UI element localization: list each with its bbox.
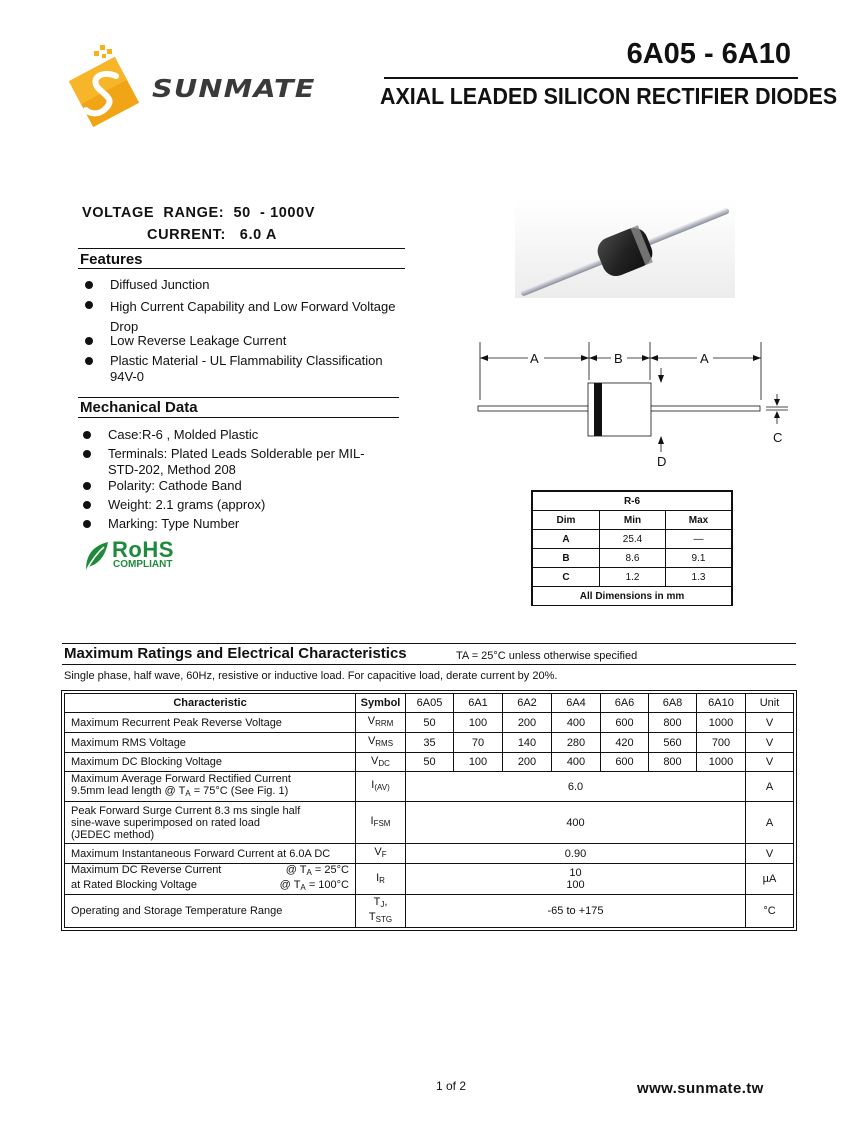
table-row: Maximum DC Reverse Current @ $T_A = 25^\circ C$ at Rated Blocking Voltage @ $T_A = 100^\circ C$ $I_R$ 10 100 µA bbox=[65, 864, 794, 895]
bullet-icon bbox=[85, 357, 93, 365]
table-row: Maximum Recurrent Peak Reverse Voltage $V_{RRM}$ 50 100 200 400 600 800 1000 V bbox=[65, 713, 794, 733]
logo-mark-icon bbox=[64, 44, 144, 128]
list-item: Low Reverse Leakage Current bbox=[110, 333, 400, 353]
list-item: Terminals: Plated Leads Solderable per MIL-STD-202, Method 208 bbox=[108, 446, 378, 478]
table-row: A 25.4 — bbox=[533, 530, 732, 549]
features-list bbox=[110, 277, 400, 387]
table-row: Maximum DC Blocking Voltage $V_{DC}$ 50 100 200 400 600 800 1000 V bbox=[65, 753, 794, 772]
table-row: Operating and Storage Temperature Range $T_J$, $T_{STG}$ -65 to +175 °C bbox=[65, 895, 794, 928]
rohs-badge bbox=[84, 538, 184, 574]
logo-wordmark: SUNMATE bbox=[152, 74, 316, 103]
section-divider bbox=[78, 417, 399, 418]
table-row: Maximum Average Forward Rectified Current 9.5mm lead length @ $T_A = 75^\circ C$ (See Fig. 1) $I_{(AV)}$ 6.0 A bbox=[65, 772, 794, 802]
table-row: Maximum Instantaneous Forward Current at 6.0A DC $V_F$ 0.90 V bbox=[65, 844, 794, 864]
bullet-icon bbox=[85, 301, 93, 309]
section-divider bbox=[78, 268, 405, 269]
column-header: Min bbox=[600, 511, 666, 530]
bullet-icon bbox=[83, 482, 91, 490]
table-row: Maximum RMS Voltage $V_{RMS}$ 35 70 140 280 420 560 700 V bbox=[65, 733, 794, 753]
rohs-compliant-label: COMPLIANT bbox=[113, 559, 173, 570]
bullet-icon bbox=[83, 501, 91, 509]
part-number-title: 6A05 - 6A10 bbox=[626, 38, 791, 70]
bullet-icon bbox=[85, 281, 93, 289]
column-header: Max bbox=[666, 511, 732, 530]
dimension-drawing bbox=[470, 338, 800, 470]
list-item: Diffused Junction bbox=[110, 277, 400, 297]
bullet-icon bbox=[83, 431, 91, 439]
table-header-row: Characteristic Symbol 6A05 6A1 6A2 6A4 6A6 6A8 6A10 Unit bbox=[65, 694, 794, 713]
dim-label-a: A bbox=[530, 351, 539, 366]
package-name: R-6 bbox=[533, 492, 732, 511]
dim-label-b: B bbox=[614, 351, 623, 366]
ratings-table bbox=[61, 690, 797, 931]
table-row: Peak Forward Surge Current 8.3 ms single half sine-wave superimposed on rated load (JEDEC method) $I_{FSM}$ 400 A bbox=[65, 802, 794, 844]
column-header: Dim bbox=[533, 511, 600, 530]
rohs-label: RoHS bbox=[112, 537, 174, 562]
website-link[interactable]: www.sunmate.tw bbox=[637, 1080, 764, 1097]
list-item: Case:R-6 , Molded Plastic bbox=[108, 427, 378, 446]
mechanical-list bbox=[108, 427, 378, 535]
ratings-note: Single phase, half wave, 60Hz, resistive or inductive load. For capacitive load, derate current by 20%. bbox=[64, 670, 558, 682]
list-item: High Current Capability and Low Forward Voltage Drop bbox=[110, 297, 400, 333]
list-item: Marking: Type Number bbox=[108, 516, 378, 535]
dim-label-a2: A bbox=[700, 351, 709, 366]
section-divider bbox=[78, 397, 399, 398]
table-footer: All Dimensions in mm bbox=[533, 587, 732, 606]
ratings-condition: TA = 25°C unless otherwise specified bbox=[456, 650, 638, 662]
diode-photo bbox=[515, 200, 735, 298]
features-heading: Features bbox=[80, 251, 143, 268]
table-row: C 1.2 1.3 bbox=[533, 568, 732, 587]
ratings-heading: Maximum Ratings and Electrical Characteristics bbox=[64, 645, 407, 662]
dim-label-c: C bbox=[773, 430, 783, 445]
bullet-icon bbox=[85, 337, 93, 345]
current-rating: CURRENT: 6.0 A bbox=[147, 227, 277, 243]
page-number: 1 of 2 bbox=[436, 1079, 467, 1093]
section-divider bbox=[78, 248, 405, 249]
bullet-icon bbox=[83, 520, 91, 528]
section-divider bbox=[62, 664, 796, 665]
mechanical-heading: Mechanical Data bbox=[80, 399, 198, 416]
dimension-table bbox=[531, 490, 733, 606]
list-item: Plastic Material - UL Flammability Classification 94V-0 bbox=[110, 353, 400, 387]
dim-label-d: D bbox=[657, 454, 667, 469]
voltage-range: VOLTAGE RANGE: 50 - 1000V bbox=[82, 205, 316, 221]
title-divider bbox=[384, 77, 798, 79]
leaf-icon bbox=[84, 540, 110, 572]
bullet-icon bbox=[83, 450, 91, 458]
list-item: Polarity: Cathode Band bbox=[108, 478, 378, 497]
table-row: B 8.6 9.1 bbox=[533, 549, 732, 568]
list-item: Weight: 2.1 grams (approx) bbox=[108, 497, 378, 516]
section-divider bbox=[62, 643, 796, 644]
document-subtitle: AXIAL LEADED SILICON RECTIFIER DIODES bbox=[380, 83, 838, 109]
